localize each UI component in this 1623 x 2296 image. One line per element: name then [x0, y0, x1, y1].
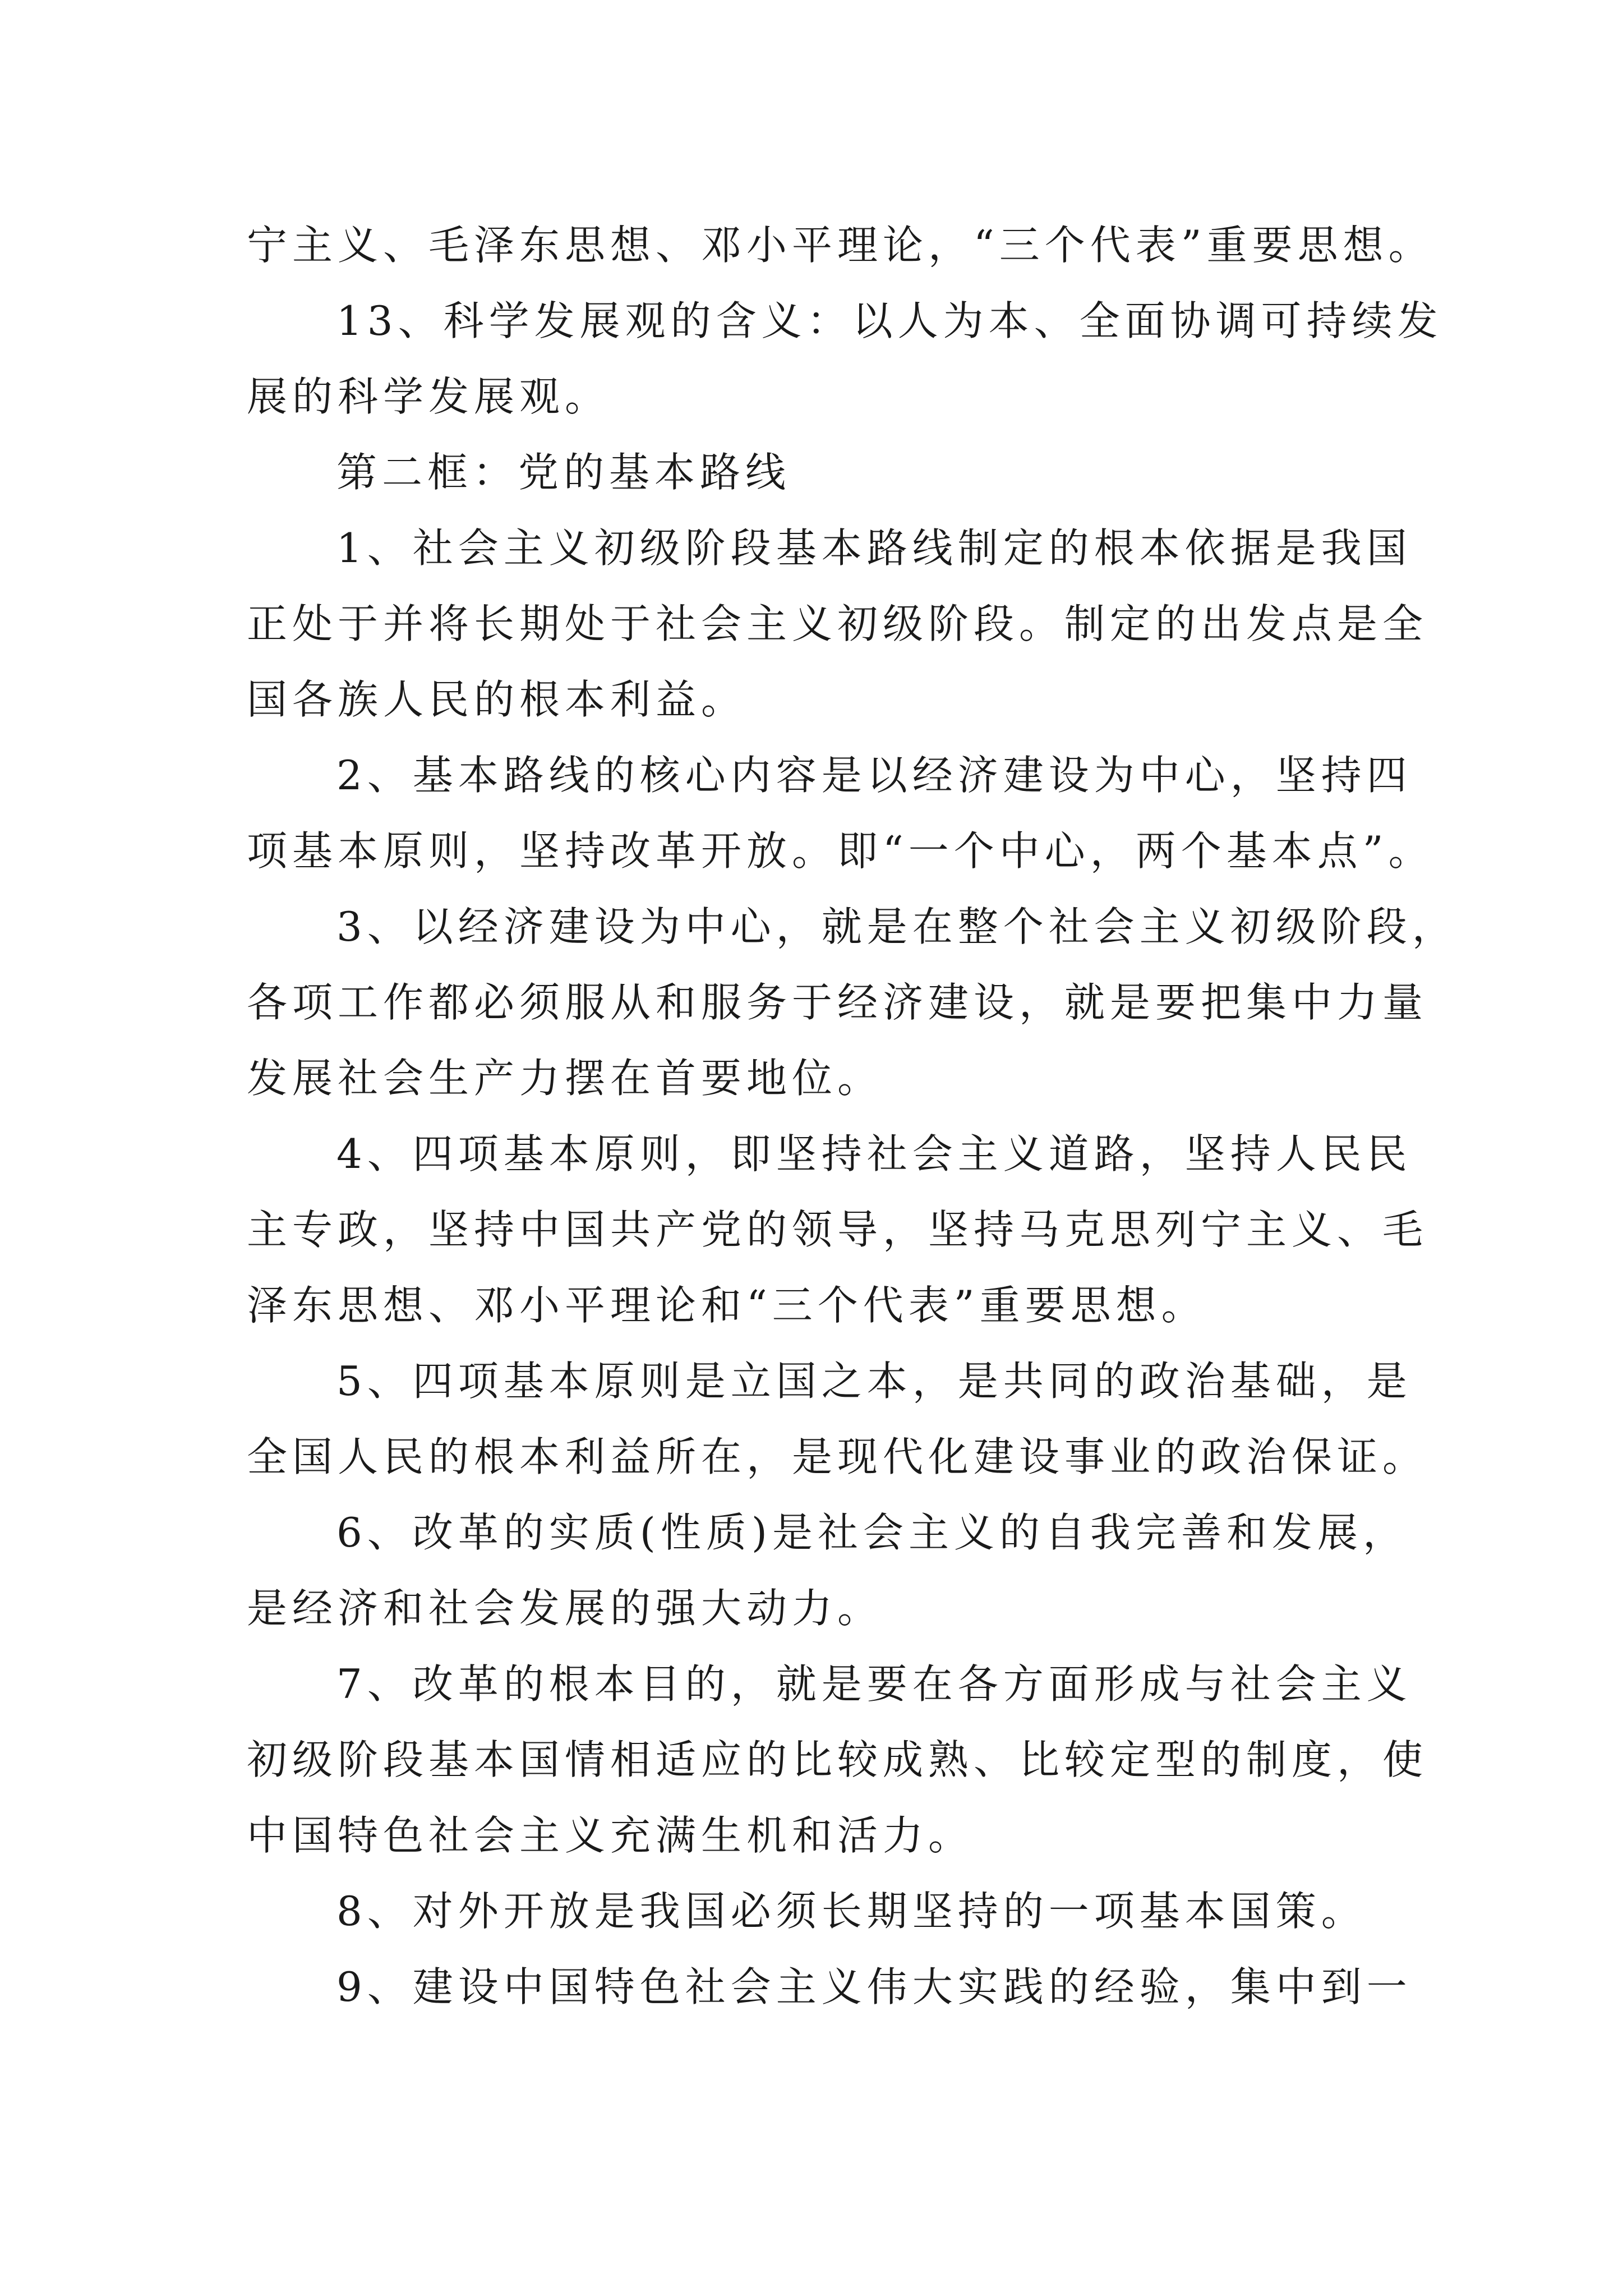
document-body: [247, 208, 1458, 2025]
text-line: 全国人民的根本利益所在，是现代化建设事业的政治保证。: [247, 1433, 1428, 1480]
text-line: 正处于并将长期处于社会主义初级阶段。制定的出发点是全: [247, 600, 1428, 647]
text-line: 是经济和社会发展的强大动力。: [247, 1585, 883, 1632]
text-line: 中国特色社会主义充满生机和活力。: [247, 1812, 974, 1859]
section-heading: 第二框：党的基本路线: [336, 449, 791, 496]
text-line: 13、科学发展观的含义：以人为本、全面协调可持续发: [336, 297, 1443, 344]
text-line: 6、改革的实质(性质)是社会主义的自我完善和发展，: [336, 1509, 1408, 1556]
text-line: 国各族人民的根本利益。: [247, 676, 747, 723]
text-line: 初级阶段基本国情相适应的比较成熟、比较定型的制度，使: [247, 1736, 1428, 1783]
text-line: 2、基本路线的核心内容是以经济建设为中心，坚持四: [336, 752, 1412, 799]
text-line: 1、社会主义初级阶段基本路线制定的根本依据是我国: [336, 524, 1412, 572]
text-line: 各项工作都必须服从和服务于经济建设，就是要把集中力量: [247, 979, 1428, 1026]
text-line: 展的科学发展观。: [247, 373, 611, 420]
text-line: 7、改革的根本目的，就是要在各方面形成与社会主义: [336, 1660, 1412, 1708]
text-line: 主专政，坚持中国共产党的领导，坚持马克思列宁主义、毛: [247, 1206, 1428, 1253]
text-line: 发展社会生产力摆在首要地位。: [247, 1055, 883, 1102]
text-line: 宁主义、毛泽东思想、邓小平理论，“三个代表”重要思想。: [247, 222, 1434, 269]
text-line: 项基本原则，坚持改革开放。即“一个中心，两个基本点”。: [247, 827, 1434, 875]
text-line: 9、建设中国特色社会主义伟大实践的经验，集中到一: [336, 1963, 1412, 2010]
text-line: 泽东思想、邓小平理论和“三个代表”重要思想。: [247, 1282, 1207, 1329]
text-line: 8、对外开放是我国必须长期坚持的一项基本国策。: [336, 1888, 1367, 1935]
text-line: 4、四项基本原则，即坚持社会主义道路，坚持人民民: [336, 1130, 1412, 1177]
text-line: 5、四项基本原则是立国之本，是共同的政治基础，是: [336, 1358, 1412, 1405]
text-line: 3、以经济建设为中心，就是在整个社会主义初级阶段，: [336, 903, 1458, 950]
